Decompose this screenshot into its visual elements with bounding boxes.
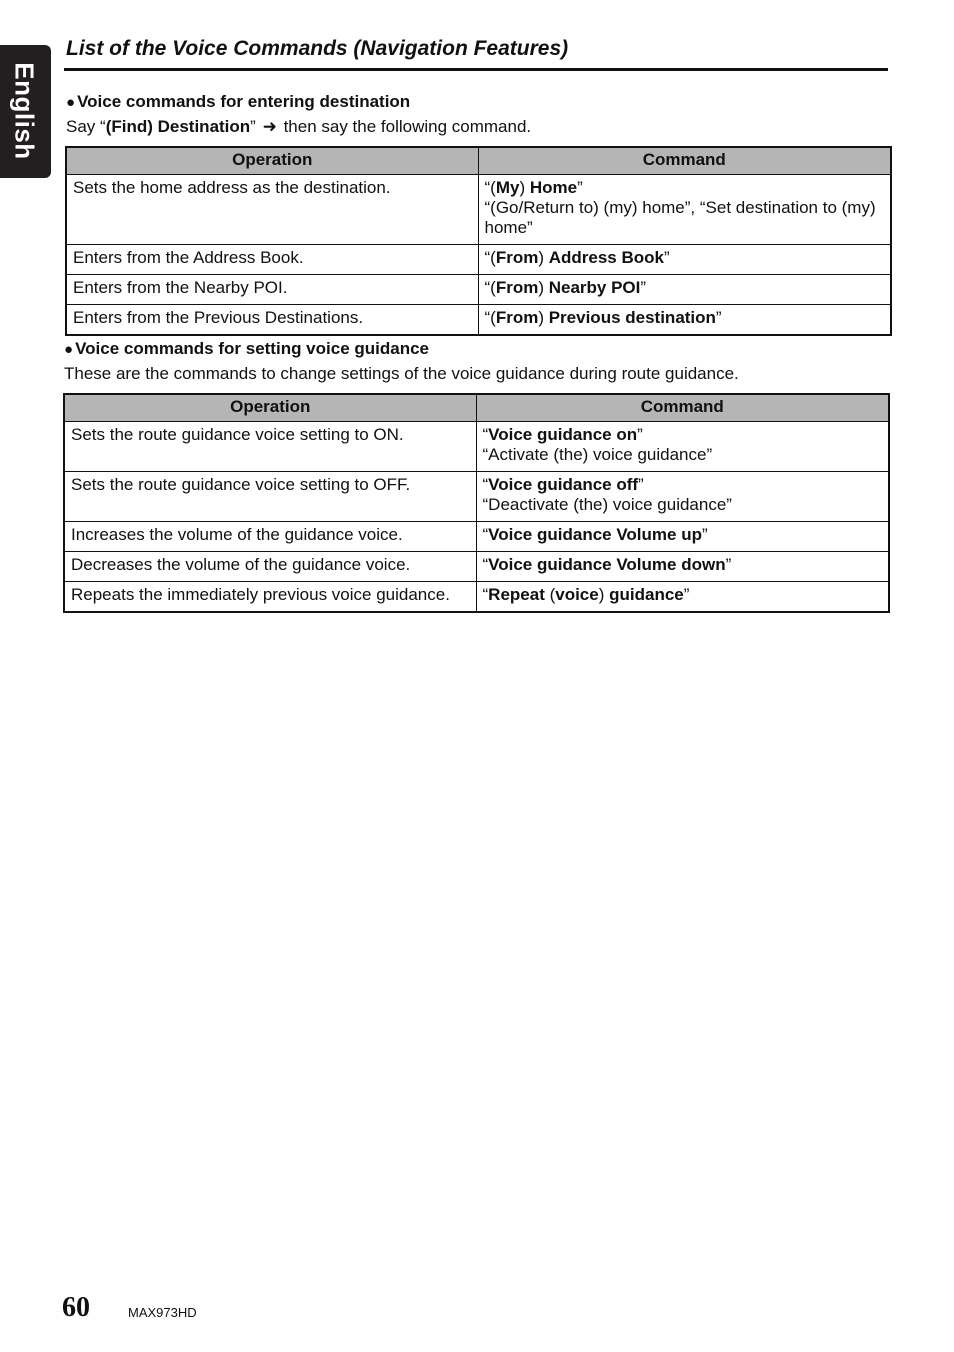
command-keyword: guidance xyxy=(609,585,684,604)
command-cell xyxy=(478,305,891,336)
page-title: List of the Voice Commands (Navigation Features) xyxy=(66,37,569,60)
operation-cell: Enters from the Nearby POI. xyxy=(66,275,478,305)
table-row xyxy=(64,582,889,613)
column-header-command: Command xyxy=(476,394,889,422)
command-keyword: From xyxy=(495,308,539,327)
command-text: “Deactivate (the) voice guidance” xyxy=(482,495,732,514)
column-header-command: Command xyxy=(478,147,891,175)
command-text: ” xyxy=(638,475,644,494)
command-keyword: From xyxy=(495,278,539,297)
section-heading-destination xyxy=(66,92,410,112)
command-text: ) xyxy=(538,278,549,297)
table-header-row xyxy=(64,394,889,422)
command-keyword: Home xyxy=(529,178,578,197)
page-number: 60 xyxy=(62,1292,90,1323)
command-text: “ xyxy=(482,585,489,604)
operation-cell: Sets the home address as the destination. xyxy=(66,175,478,245)
operation-cell: Increases the volume of the guidance voice. xyxy=(64,522,476,552)
command-keyword: Previous destination xyxy=(548,308,716,327)
section-heading-voice-guidance xyxy=(64,339,429,359)
command-text: ( xyxy=(544,585,556,604)
table-row xyxy=(64,522,889,552)
command-cell xyxy=(476,472,889,522)
operation-cell: Decreases the volume of the guidance voice. xyxy=(64,552,476,582)
note-suffix: then say the following command. xyxy=(283,117,532,136)
command-text: ” xyxy=(640,278,647,297)
command-cell xyxy=(476,422,889,472)
command-keyword: Repeat xyxy=(488,585,545,604)
command-text: “( xyxy=(484,278,496,297)
table-header-row xyxy=(66,147,891,175)
command-keyword: Voice guidance Volume up xyxy=(488,525,702,544)
command-keyword: Voice guidance Volume down xyxy=(488,555,726,574)
command-line xyxy=(483,585,883,605)
section-heading-text: Voice commands for setting voice guidance xyxy=(75,339,429,358)
operation-cell: Enters from the Previous Destinations. xyxy=(66,305,478,336)
command-text: ” xyxy=(663,248,670,267)
model-code: MAX973HD xyxy=(128,1305,197,1320)
command-text: “ xyxy=(482,425,489,444)
operation-cell: Sets the route guidance voice setting to OFF. xyxy=(64,472,476,522)
command-keyword: My xyxy=(495,178,520,197)
table-row xyxy=(66,245,891,275)
command-text: ” xyxy=(701,525,708,544)
command-keyword: Voice guidance off xyxy=(488,475,639,494)
command-line xyxy=(485,308,885,328)
note-prefix: Say “ xyxy=(66,117,106,136)
title-divider xyxy=(64,68,888,71)
command-line xyxy=(485,178,885,198)
command-text: “Activate (the) voice guidance” xyxy=(482,445,713,464)
table-row xyxy=(66,275,891,305)
command-line xyxy=(483,475,883,495)
command-keyword: From xyxy=(495,248,539,267)
command-cell xyxy=(478,175,891,245)
command-text: “(Go/Return to) (my) home”, “Set destination to (my) home” xyxy=(484,198,876,237)
operation-cell: Sets the route guidance voice setting to ON. xyxy=(64,422,476,472)
command-line xyxy=(485,278,885,298)
command-text: “ xyxy=(482,555,489,574)
command-cell xyxy=(478,245,891,275)
command-text: ) xyxy=(538,308,549,327)
operation-cell: Enters from the Address Book. xyxy=(66,245,478,275)
command-line xyxy=(483,445,883,465)
table-row xyxy=(66,175,891,245)
section-note-destination xyxy=(66,117,531,137)
right-arrow-icon: ➜ xyxy=(262,117,277,136)
bullet-icon: ● xyxy=(64,341,74,358)
command-text: “ xyxy=(482,475,489,494)
section-note-voice-guidance: These are the commands to change settings of the voice guidance during route guidance. xyxy=(64,364,739,383)
command-cell xyxy=(476,552,889,582)
command-keyword: Address Book xyxy=(548,248,664,267)
destination-commands-table xyxy=(65,146,892,336)
command-line xyxy=(485,248,885,268)
command-keyword: Voice guidance on xyxy=(488,425,638,444)
command-text: “ xyxy=(482,525,489,544)
voice-guidance-commands-table xyxy=(63,393,890,613)
command-cell xyxy=(476,582,889,613)
command-keyword: Nearby POI xyxy=(548,278,641,297)
command-text: ” xyxy=(637,425,643,444)
command-text: “( xyxy=(484,308,496,327)
command-keyword: voice xyxy=(555,585,599,604)
command-text: “( xyxy=(484,248,496,267)
command-line xyxy=(483,525,883,545)
command-text: ) xyxy=(598,585,610,604)
section-heading-text: Voice commands for entering destination xyxy=(77,92,411,111)
command-text: ” xyxy=(725,555,732,574)
command-line xyxy=(485,198,885,238)
language-tab-label: English xyxy=(9,62,40,160)
command-text: ” xyxy=(577,178,583,197)
command-line xyxy=(483,555,883,575)
column-header-operation: Operation xyxy=(66,147,478,175)
command-text: ) xyxy=(538,248,549,267)
command-text: ” xyxy=(683,585,690,604)
table-row xyxy=(64,472,889,522)
table-row xyxy=(64,552,889,582)
command-text: ” xyxy=(715,308,722,327)
command-line xyxy=(483,425,883,445)
language-tab xyxy=(0,45,51,178)
table-row xyxy=(66,305,891,336)
command-line xyxy=(483,495,883,515)
operation-cell: Repeats the immediately previous voice guidance. xyxy=(64,582,476,613)
column-header-operation: Operation xyxy=(64,394,476,422)
command-text: “( xyxy=(484,178,496,197)
table-row xyxy=(64,422,889,472)
command-cell xyxy=(476,522,889,552)
command-cell xyxy=(478,275,891,305)
note-close-quote: ” xyxy=(250,117,256,136)
bullet-icon: ● xyxy=(66,94,76,111)
command-text: ) xyxy=(519,178,530,197)
note-keyword: (Find) Destination xyxy=(105,117,251,136)
